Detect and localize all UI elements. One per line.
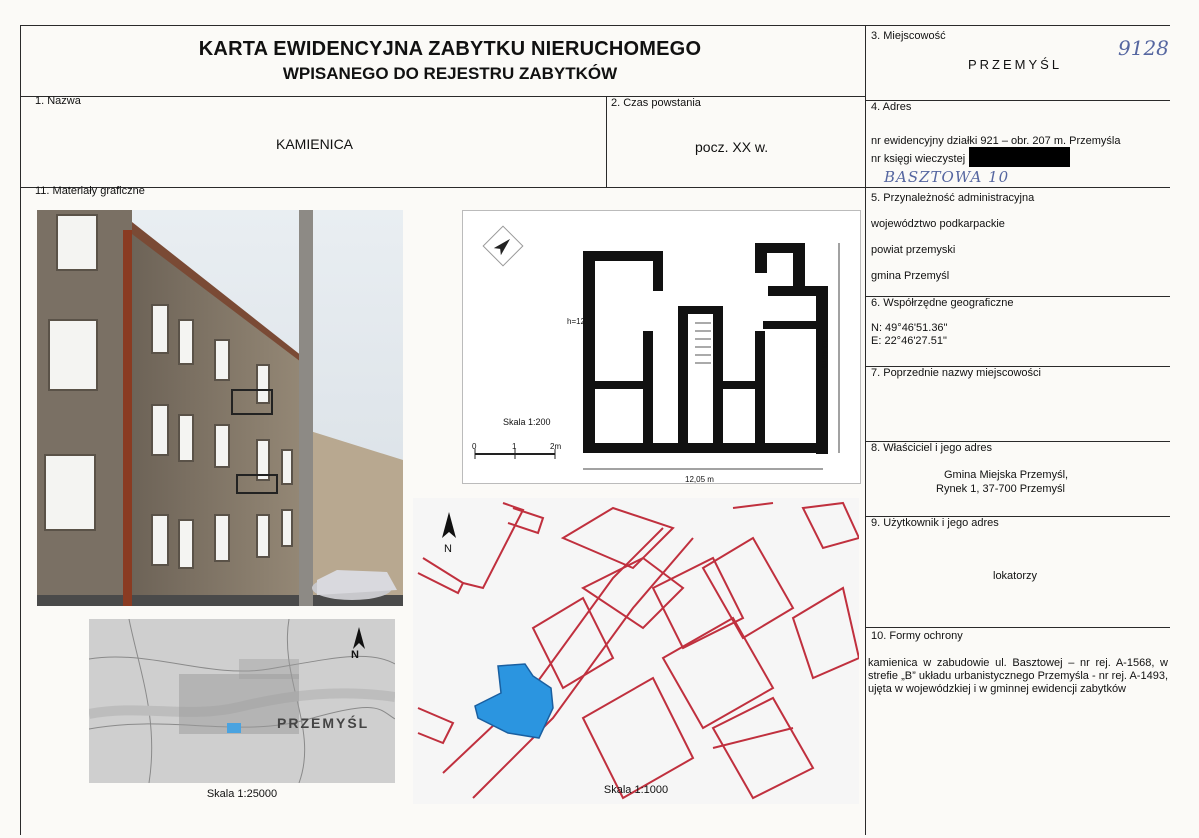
field-label-wspolrzedne: 6. Współrzędne geograficzne [871,297,1014,309]
divider-graphics [20,187,1170,188]
divider-name-time [606,96,607,187]
plan-scale-2: 2m [550,442,562,451]
field-label-adres: 4. Adres [871,101,912,113]
field-label-materialy: 11. Materiały graficzne [35,185,145,197]
plan-scale: Skala 1:200 [503,417,551,427]
plan-height: h=12 [567,317,586,326]
card-title: KARTA EWIDENCYJNA ZABYTKU NIERUCHOMEGO [198,38,702,60]
field-label-formy: 10. Formy ochrony [871,630,963,642]
location-marker-small [227,723,241,733]
divider-right-column [865,25,866,835]
card-subtitle: WPISANEGO DO REJESTRU ZABYTKÓW [282,64,618,83]
user-value: lokatorzy [993,570,1038,582]
frame-left [20,25,21,835]
field-label-nazwa: 1. Nazwa [35,95,81,107]
field-label-uzytkownik: 9. Użytkownik i jego adres [871,517,999,529]
plan-width-dim: 12,05 m [685,475,714,484]
owner-name: Gmina Miejska Przemyśl, [944,469,1069,481]
admin-county: powiat przemyski [871,244,956,256]
building-photo [37,210,403,606]
admin-commune: gmina Przemyśl [871,270,950,282]
field-label-czas: 2. Czas powstania [611,97,701,109]
field-value-czas: pocz. XX w. [695,139,769,155]
caption-map-large: Skala 1:1000 [603,784,669,796]
field-value-miejscowosc: PRZEMYŚL [968,57,1063,72]
address-parcel: nr ewidencyjny działki 921 – obr. 207 m. Przemyśla [871,135,1121,147]
address-handwritten: BASZTOWA 10 [884,168,1010,186]
owner-address: Rynek 1, 37-700 Przemyśl [936,483,1065,495]
plan-north-arrow [483,226,523,266]
field-label-miejscowosc: 3. Miejscowość [871,30,946,42]
topographic-map [89,619,395,783]
plan-scale-1: 1 [512,442,517,451]
cadastral-map [413,498,859,804]
protection-text: kamienica w zabudowie ul. Basztowej – nr rej. A-1568, w strefie „B” układu urbanistycznego Przemyśla - nr rej. A-1493, ujęta w wojewódzkiej i w gminnej ewidencji zabytków [868,657,1168,695]
field-label-przynaleznosc: 5. Przynależność administracyjna [871,192,1035,204]
field-value-nazwa: KAMIENICA [276,136,354,152]
stamp-number: 9128 [1118,36,1169,60]
address-land-register: nr księgi wieczystej [871,153,966,165]
redacted-block [969,147,1070,167]
topo-north-label: N [351,649,359,661]
field-label-poprzednie: 7. Poprzednie nazwy miejscowości [871,367,1041,379]
topo-city-label: PRZEMYŚL [277,715,370,731]
cadastral-north-label: N [444,543,452,555]
plan-depth-dim: 10,40 m [820,339,829,368]
divider-r6 [865,627,1170,628]
coord-east: E: 22°46'27.51" [871,335,947,347]
coord-north: N: 49°46'51.36" [871,322,948,334]
plan-scale-0: 0 [472,442,477,451]
frame-top [20,25,1170,26]
admin-voivodeship: województwo podkarpackie [871,218,1005,230]
caption-map-small: Skala 1:25000 [206,788,278,800]
field-label-wlasciciel: 8. Właściciel i jego adres [871,442,993,454]
floor-plan [462,210,861,484]
divider-header [20,96,865,97]
